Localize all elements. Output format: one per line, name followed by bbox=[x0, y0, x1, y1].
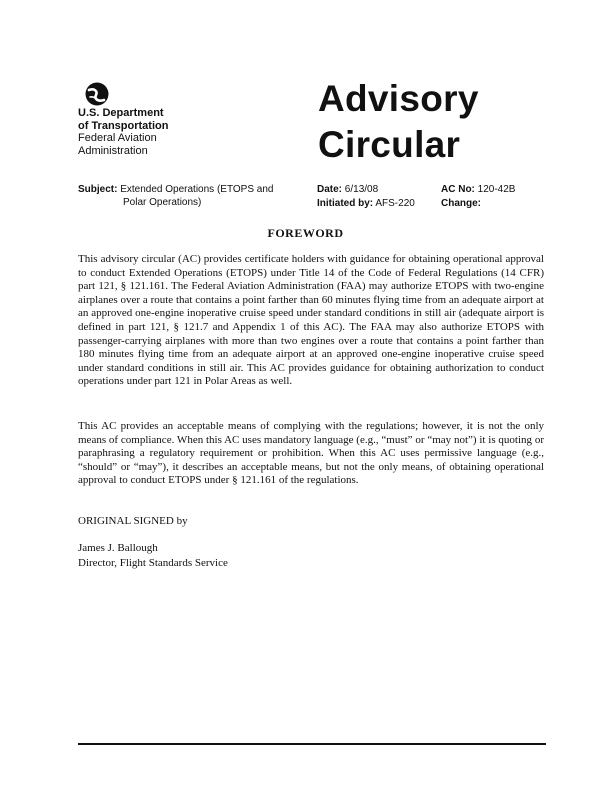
agency-line-3: Federal Aviation bbox=[78, 132, 157, 144]
subject-block bbox=[78, 183, 273, 196]
signatory-title: Director, Flight Standards Service bbox=[78, 557, 228, 569]
dot-logo-icon bbox=[85, 82, 109, 106]
doc-type-line-2: Circular bbox=[318, 124, 461, 165]
subject-line-1: Extended Operations (ETOPS and bbox=[120, 184, 274, 195]
date-field bbox=[317, 183, 378, 196]
signatory-name: James J. Ballough bbox=[78, 542, 158, 554]
agency-line-2: of Transportation bbox=[78, 119, 169, 132]
agency-line-4: Administration bbox=[78, 144, 148, 157]
change-field bbox=[441, 197, 481, 210]
date-value: 6/13/08 bbox=[344, 184, 379, 195]
agency-line-1: U.S. Department bbox=[78, 107, 164, 119]
initiated-value: AFS-220 bbox=[375, 198, 415, 209]
document-type-title bbox=[318, 76, 479, 168]
initiated-label: Initiated by: bbox=[317, 198, 374, 209]
paragraph-1: This advisory circular (AC) provides certificate holders with guidance for obtaining operational approval to conduct Extended Operations (ETOPS) under Title 14 of the Code of Federal Regulations (14 CFR) part 121, § 121.161. The Federal Aviation Administration (FAA) may authorize ETOPS with two-engine airplanes over a route that contains a point farther than 60 minutes flying time from an adequate airport at an approved one-engine inoperative cruise speed under standard conditions in still air (adequate airport is defined in part 121, § 121.7 and Appendix 1 of this AC). The FAA may also authorize ETOPS with passenger-carrying airplanes with more than two engines over a route that contains a point farther than 180 minutes flying time from an adequate airport at an approved one-engine inoperative cruise speed under standard conditions in still air. This AC provides guidance for obtaining authorization to conduct operations under part 121 in Polar Areas as well. bbox=[78, 253, 544, 388]
initiated-field bbox=[317, 197, 415, 210]
ac-no-label: AC No: bbox=[441, 184, 475, 195]
footer-rule bbox=[78, 743, 546, 745]
agency-block bbox=[78, 107, 168, 157]
signature-block bbox=[78, 541, 228, 571]
date-label: Date: bbox=[317, 184, 343, 195]
subject-line-2: Polar Operations) bbox=[123, 197, 202, 208]
foreword-heading: FOREWORD bbox=[267, 226, 344, 240]
change-label: Change: bbox=[441, 198, 481, 209]
paragraph-2: This AC provides an acceptable means of complying with the regulations; however, it is not the only means of compliance. When this AC uses mandatory language (e.g., “must” or “may not”) it is quoting or paraphrasing a regulatory requirement or prohibition. When this AC uses permissive language (e.g., “should” or “may”), it describes an acceptable means, but not the only means, of obtaining operational approval to conduct ETOPS under § 121.161 of the regulations. bbox=[78, 420, 544, 487]
ac-no-value: 120-42B bbox=[477, 184, 516, 195]
ac-number-field bbox=[441, 183, 515, 196]
subject-label: Subject: bbox=[78, 184, 118, 195]
doc-type-line-1: Advisory bbox=[318, 78, 479, 119]
signed-note: ORIGINAL SIGNED by bbox=[78, 515, 188, 527]
